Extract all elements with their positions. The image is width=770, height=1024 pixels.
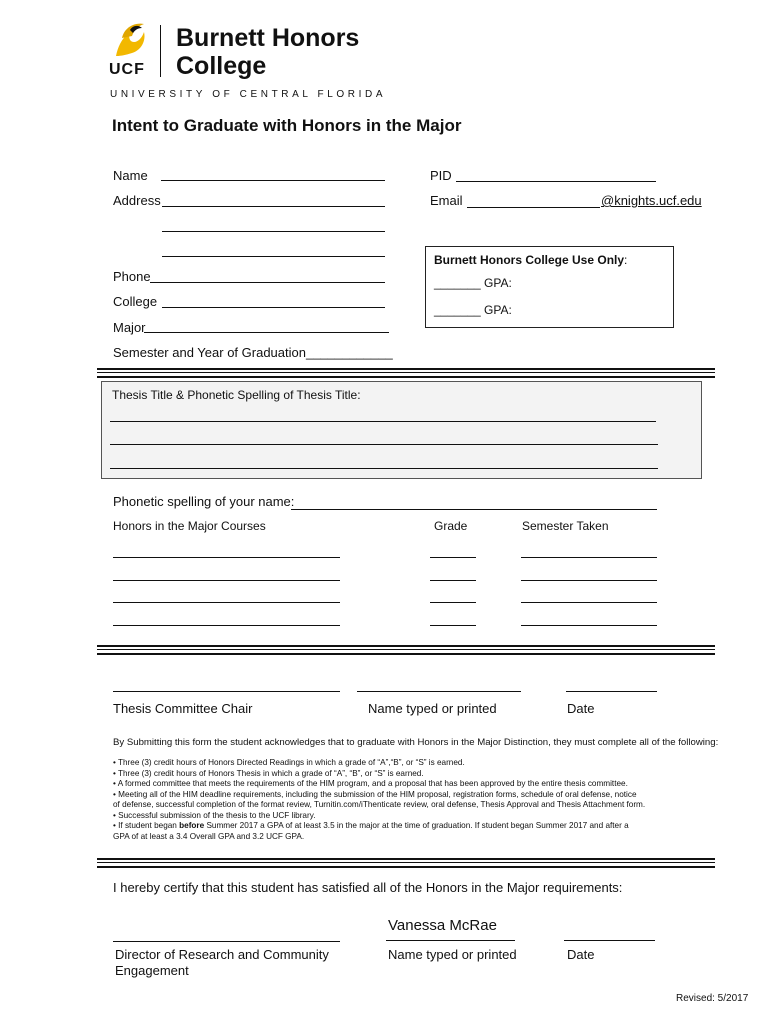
email-field[interactable]	[467, 207, 600, 208]
requirement-item-continued: of defense, successful completion of the format review, Turnitin.com/iThenticate review, oral defense, Thesis Approval and Thesis Attachment form.	[113, 800, 646, 809]
email-label: Email	[430, 193, 463, 208]
requirements-list	[113, 758, 645, 842]
semester-taken-header: Semester Taken	[522, 519, 609, 533]
gpa-field-1[interactable]: _______ GPA:	[434, 276, 512, 290]
logo-divider	[160, 25, 161, 77]
semester-field-3[interactable]	[521, 602, 657, 603]
page-title: Intent to Graduate with Honors in the Major	[112, 116, 462, 135]
requirement-item: • A formed committee that meets the requirements of the HIM program, and a proposal that has been approved by the entire thesis committee.	[113, 779, 628, 788]
requirement-item: • Three (3) credit hours of Honors Thesis in which a grade of “A”, “B”, or “S” is earned.	[113, 768, 424, 778]
pid-field[interactable]	[456, 181, 656, 182]
grade-field-4[interactable]	[430, 625, 476, 626]
semester-field-4[interactable]	[521, 625, 657, 626]
requirement-item-continued: GPA of at least a 3.4 Overall GPA and 3.2 UCF GPA.	[113, 831, 305, 841]
ucf-pegasus-logo-icon	[108, 20, 150, 60]
pid-label: PID	[430, 168, 452, 183]
college-name-line2: College	[176, 52, 267, 80]
phonetic-name-label: Phonetic spelling of your name:	[113, 494, 295, 509]
address-field-line1[interactable]	[162, 206, 385, 207]
director-date-field[interactable]	[564, 940, 655, 941]
course-field-3[interactable]	[113, 602, 340, 603]
requirement-item: • Three (3) credit hours of Honors Directed Readings in which a grade of “A”,“B”, or “S” is earned.	[113, 758, 465, 767]
section-divider-1	[97, 368, 715, 378]
director-signature-field[interactable]	[113, 941, 340, 942]
office-use-title: Burnett Honors College Use Only	[434, 253, 625, 267]
office-use-box	[425, 246, 674, 328]
section-divider-2	[97, 645, 715, 655]
section-divider-3	[97, 858, 715, 868]
college-name-line1: Burnett Honors	[176, 24, 360, 52]
college-label: College	[113, 294, 158, 309]
address-field-line3[interactable]	[162, 256, 385, 257]
email-domain: @knights.ucf.edu	[601, 193, 702, 208]
grade-field-3[interactable]	[430, 602, 476, 603]
director-signed-name: Vanessa McRae	[388, 917, 497, 934]
chair-date-label: Date	[567, 701, 595, 716]
requirement-item: • Successful submission of the thesis to the UCF library.	[113, 810, 316, 820]
director-title-line2: Engagement	[115, 963, 189, 978]
grade-header: Grade	[434, 519, 468, 533]
acknowledgement-statement: By Submitting this form the student acknowledges that to graduate with Honors in the Major Distinction, they must complete all of the following:	[113, 737, 719, 748]
certification-statement: I hereby certify that this student has satisfied all of the Honors in the Major requirements:	[113, 880, 623, 895]
office-use-title-wrap	[434, 253, 627, 267]
requirement-bold-text: before	[179, 821, 205, 830]
requirement-item: • Meeting all of the HIM deadline requirements, including the submission of the HIM proposal, registration forms, schedule of oral defense, notice	[113, 789, 637, 799]
thesis-title-line1[interactable]	[110, 421, 656, 422]
ucf-abbrev: UCF	[109, 61, 145, 78]
phone-label: Phone	[113, 269, 151, 284]
director-date-label: Date	[567, 947, 595, 962]
chair-date-field[interactable]	[566, 691, 657, 692]
gpa-field-2[interactable]: _______ GPA:	[434, 303, 512, 317]
thesis-title-label: Thesis Title & Phonetic Spelling of Thesis Title:	[112, 388, 361, 402]
chair-label: Thesis Committee Chair	[113, 701, 253, 716]
chair-name-field[interactable]	[357, 691, 521, 692]
requirement-item	[113, 821, 645, 832]
grade-field-2[interactable]	[430, 580, 476, 581]
course-field-2[interactable]	[113, 580, 340, 581]
university-name: UNIVERSITY OF CENTRAL FLORIDA	[110, 89, 387, 100]
thesis-title-line3[interactable]	[110, 468, 658, 469]
thesis-title-line2[interactable]	[110, 444, 658, 445]
college-field[interactable]	[162, 307, 385, 308]
course-field-4[interactable]	[113, 625, 340, 626]
chair-signature-field[interactable]	[113, 691, 340, 692]
director-name-field[interactable]	[386, 940, 515, 941]
phone-field[interactable]	[150, 282, 385, 283]
thesis-title-box	[101, 381, 702, 479]
requirement-text: Summer 2017 a GPA of at least 3.5 in the major at the time of graduation. If student began Summer 2017 and after a	[204, 821, 629, 830]
semester-field-1[interactable]	[521, 557, 657, 558]
chair-name-label: Name typed or printed	[368, 701, 497, 716]
address-label: Address	[113, 193, 161, 208]
director-name-label: Name typed or printed	[388, 947, 517, 962]
name-label: Name	[113, 168, 148, 183]
address-field-line2[interactable]	[162, 231, 385, 232]
requirement-text: • If student began	[113, 821, 180, 830]
semester-field-2[interactable]	[521, 580, 657, 581]
semester-label[interactable]: Semester and Year of Graduation____________	[113, 345, 393, 360]
major-label: Major	[113, 320, 146, 335]
director-title-line1: Director of Research and Community	[115, 947, 329, 962]
courses-header: Honors in the Major Courses	[113, 519, 266, 533]
phonetic-name-field[interactable]	[291, 509, 657, 510]
name-field[interactable]	[161, 180, 385, 181]
office-use-colon: :	[624, 253, 628, 267]
revision-date: Revised: 5/2017	[676, 993, 749, 1004]
course-field-1[interactable]	[113, 557, 340, 558]
major-field[interactable]	[144, 332, 389, 333]
grade-field-1[interactable]	[430, 557, 476, 558]
